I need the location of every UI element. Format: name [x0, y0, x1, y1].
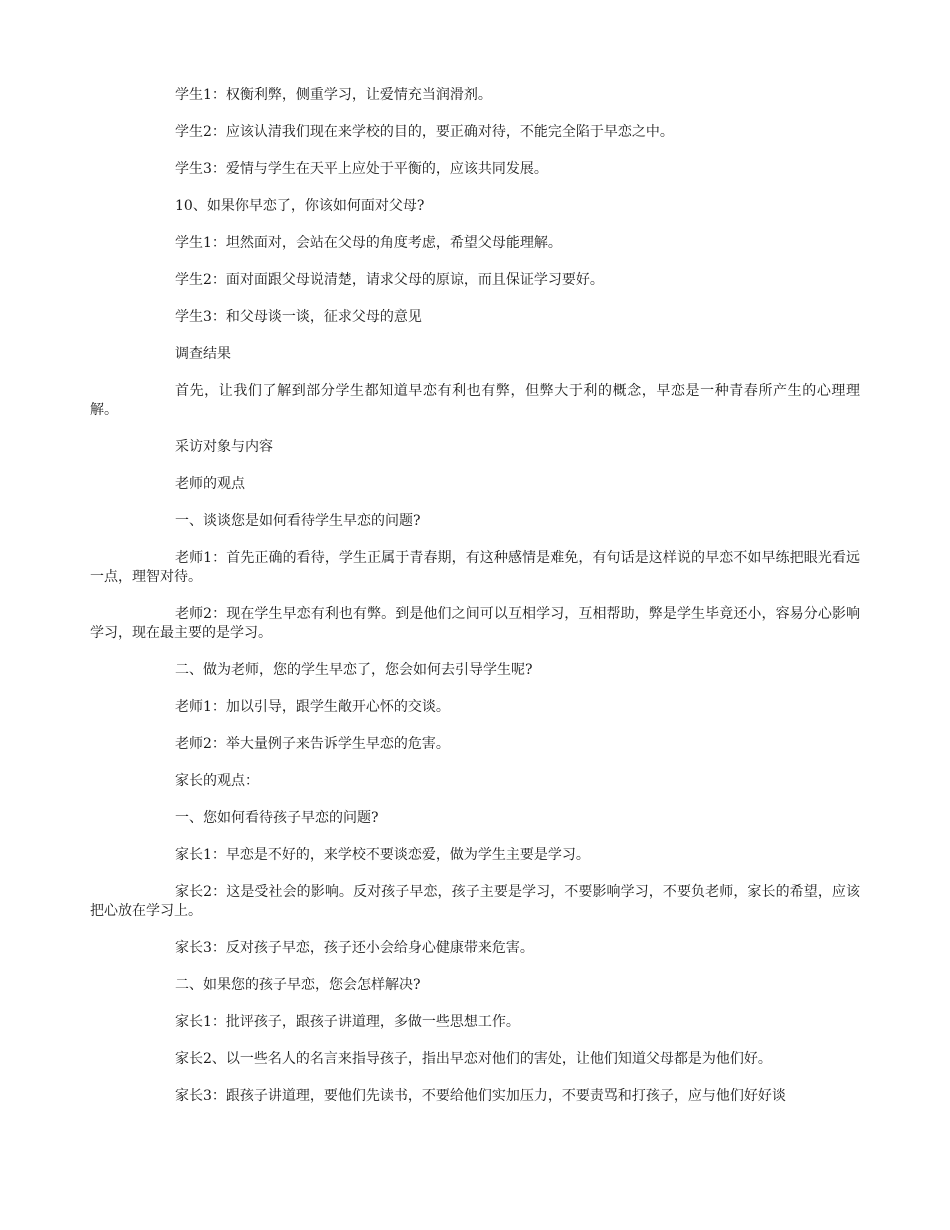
paragraph-parent-2-answer-1: 家长2：这是受社会的影响。反对孩子早恋，孩子主要是学习，不要影响学习，不要负老师，家长的希望，应该把心放在学习上。	[90, 884, 860, 919]
section-heading-interviews: 采访对象与内容	[175, 439, 273, 455]
section-heading-survey-results: 调查结果	[175, 346, 231, 362]
paragraph-teacher-1-answer-2: 老师1：加以引导，跟学生敞开心怀的交谈。	[175, 699, 450, 715]
paragraph-student-1-balance: 学生1：权衡利弊，侧重学习，让爱情充当润滑剂。	[175, 87, 492, 103]
paragraph-student-3-equilibrium: 学生3：爱情与学生在天平上应处于平衡的，应该共同发展。	[175, 161, 548, 177]
question-parent-1: 一、您如何看待孩子早恋的问题?	[175, 810, 379, 826]
question-parent-2: 二、如果您的孩子早恋，您会怎样解决?	[175, 977, 421, 993]
document-body	[90, 86, 860, 1124]
paragraph-parent-1-answer-2: 家长1：批评孩子，跟孩子讲道理，多做一些思想工作。	[175, 1014, 520, 1030]
section-heading-parent-views: 家长的观点：	[175, 773, 259, 789]
paragraph-student-2-parents: 学生2：面对面跟父母说清楚，请求父母的原谅，而且保证学习要好。	[175, 272, 604, 288]
paragraph-student-2-purpose: 学生2：应该认清我们现在来学校的目的，要正确对待，不能完全陷于早恋之中。	[175, 124, 674, 140]
paragraph-student-1-parents: 学生1：坦然面对，会站在父母的角度考虑，希望父母能理解。	[175, 235, 562, 251]
question-10: 10、如果你早恋了，你该如何面对父母?	[175, 198, 425, 214]
paragraph-survey-summary: 首先，让我们了解到部分学生都知道早恋有利也有弊，但弊大于利的概念，早恋是一种青春所产生的心理理解。	[90, 383, 860, 418]
paragraph-teacher-1-answer-1: 老师1：首先正确的看待，学生正属于青春期，有这种感情是难免，有句话是这样说的早恋不如早练把眼光看远一点，理智对待。	[90, 550, 860, 585]
question-teacher-1: 一、谈谈您是如何看待学生早恋的问题?	[175, 513, 421, 529]
paragraph-student-3-parents: 学生3：和父母谈一谈，征求父母的意见	[175, 309, 422, 325]
paragraph-teacher-2-answer-2: 老师2：举大量例子来告诉学生早恋的危害。	[175, 736, 450, 752]
paragraph-parent-1-answer-1: 家长1：早恋是不好的，来学校不要谈恋爱，做为学生主要是学习。	[175, 847, 590, 863]
section-heading-teacher-views: 老师的观点	[175, 476, 245, 492]
paragraph-parent-3-answer-1: 家长3：反对孩子早恋，孩子还小会给身心健康带来危害。	[175, 940, 534, 956]
paragraph-teacher-2-answer-1: 老师2：现在学生早恋有利也有弊。到是他们之间可以互相学习，互相帮助，弊是学生毕竟还小，容易分心影响学习，现在最主要的是学习。	[90, 606, 860, 641]
paragraph-parent-2-answer-2: 家长2、以一些名人的名言来指导孩子，指出早恋对他们的害处，让他们知道父母都是为他们好。	[175, 1051, 772, 1067]
paragraph-parent-3-answer-2: 家长3：跟孩子讲道理，要他们先读书，不要给他们实加压力，不要责骂和打孩子，应与他们好好谈	[175, 1088, 786, 1104]
question-teacher-2: 二、做为老师，您的学生早恋了，您会如何去引导学生呢?	[175, 662, 533, 678]
